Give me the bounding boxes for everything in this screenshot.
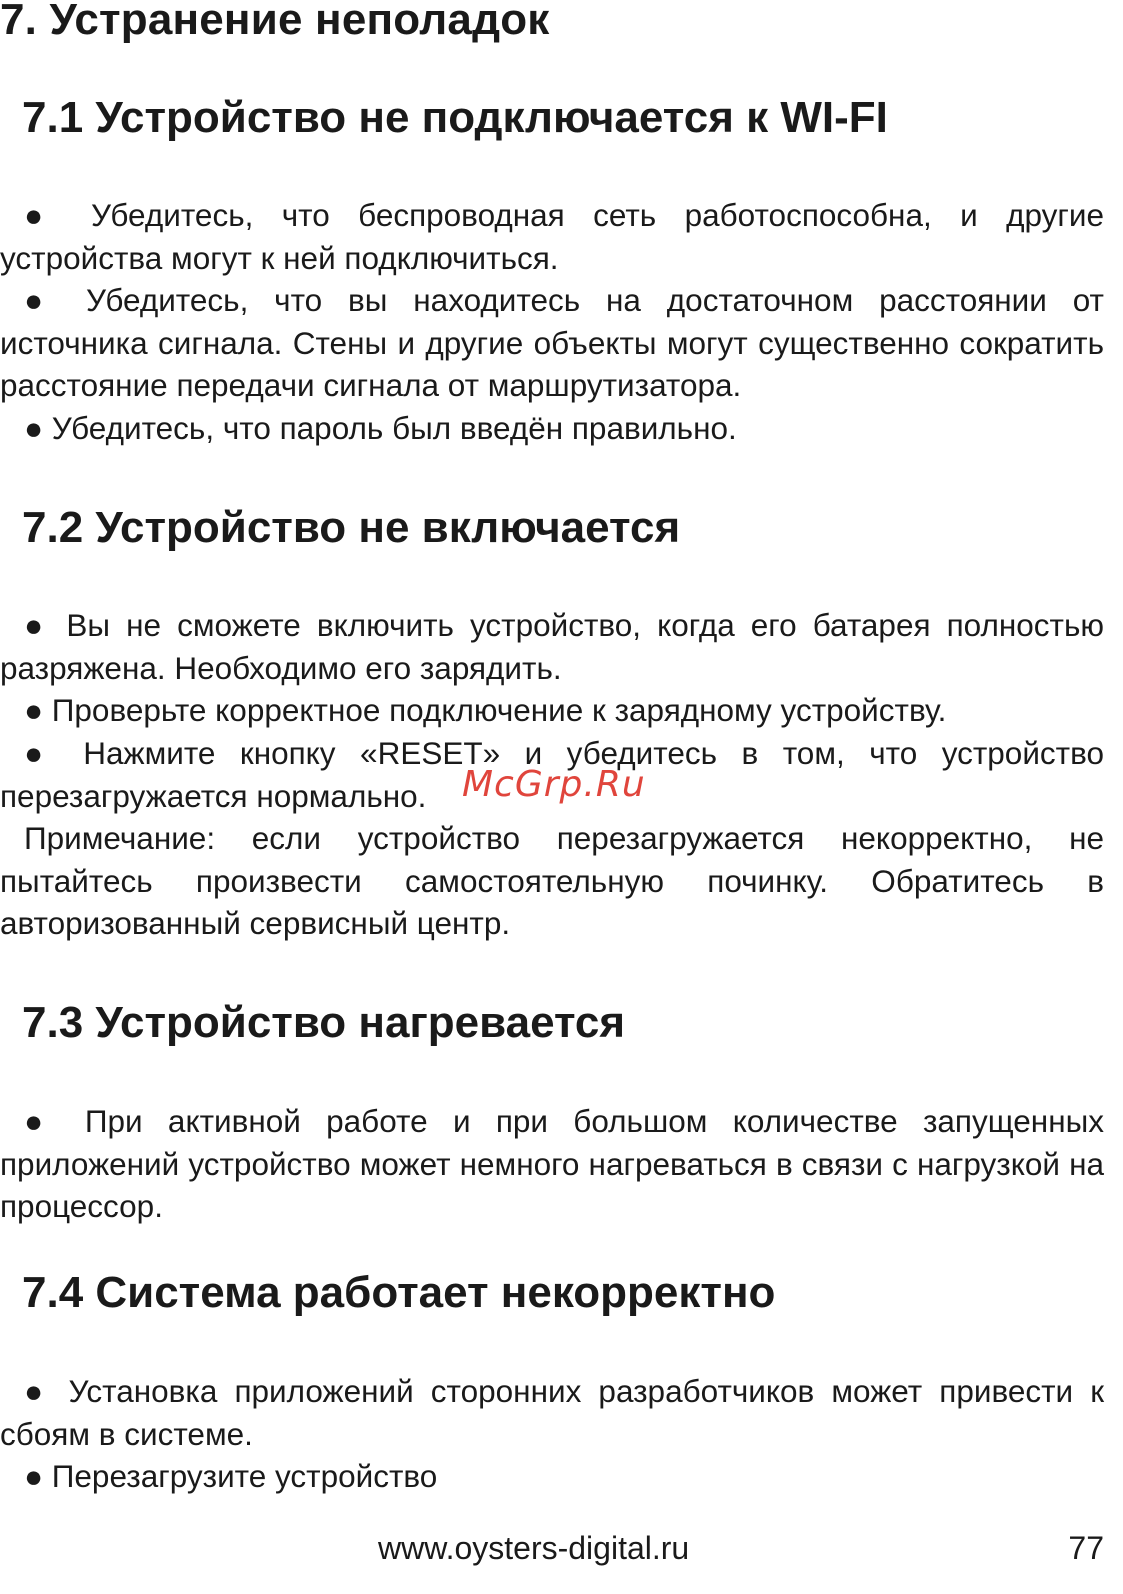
bullet-paragraph: ● Убедитесь, что пароль был введён правильно. bbox=[24, 410, 737, 446]
watermark: McGrp.Ru bbox=[462, 764, 646, 805]
bullet-paragraph: ● Убедитесь, что беспроводная сеть работоспособна, и другие устройства могут к ней подключиться. bbox=[0, 197, 1104, 276]
bullet-paragraph: ● Проверьте корректное подключение к зарядному устройству. bbox=[24, 692, 947, 728]
bullet-paragraph: ● Убедитесь, что вы находитесь на достаточном расстоянии от источника сигнала. Стены и другие объекты могут существенно сократить расстояние передачи сигнала от маршрутизатора. bbox=[0, 282, 1104, 403]
section-title-system: 7.4 Система работает некорректно bbox=[22, 1268, 776, 1317]
bullet-paragraph: ● При активной работе и при большом количестве запущенных приложений устройство может немного нагреваться в связи с нагрузкой на процессор. bbox=[0, 1103, 1104, 1224]
bullet-paragraph: ● Нажмите кнопку «RESET» и убедитесь в том, что устройство перезагружается нормально. bbox=[0, 735, 1104, 814]
bullet-paragraph: ● Перезагрузите устройство bbox=[24, 1458, 438, 1494]
section-title-power: 7.2 Устройство не включается bbox=[22, 503, 681, 552]
footer-url[interactable]: www.oysters-digital.ru bbox=[378, 1530, 690, 1566]
page-number: 77 bbox=[1068, 1530, 1104, 1566]
section-title-wifi: 7.1 Устройство не подключается к WI-FI bbox=[22, 93, 888, 142]
note-paragraph: Примечание: если устройство перезагружается некорректно, не пытайтесь произвести самостоятельную починку. Обратитесь в авторизованный сервисный центр. bbox=[0, 820, 1104, 941]
bullet-paragraph: ● Вы не сможете включить устройство, когда его батарея полностью разряжена. Необходимо его зарядить. bbox=[0, 607, 1104, 686]
bullet-paragraph: ● Установка приложений сторонних разработчиков может привести к сбоям в системе. bbox=[0, 1373, 1104, 1452]
section-title-heating: 7.3 Устройство нагревается bbox=[22, 998, 626, 1047]
chapter-title: 7. Устранение неполадок bbox=[0, 0, 550, 44]
